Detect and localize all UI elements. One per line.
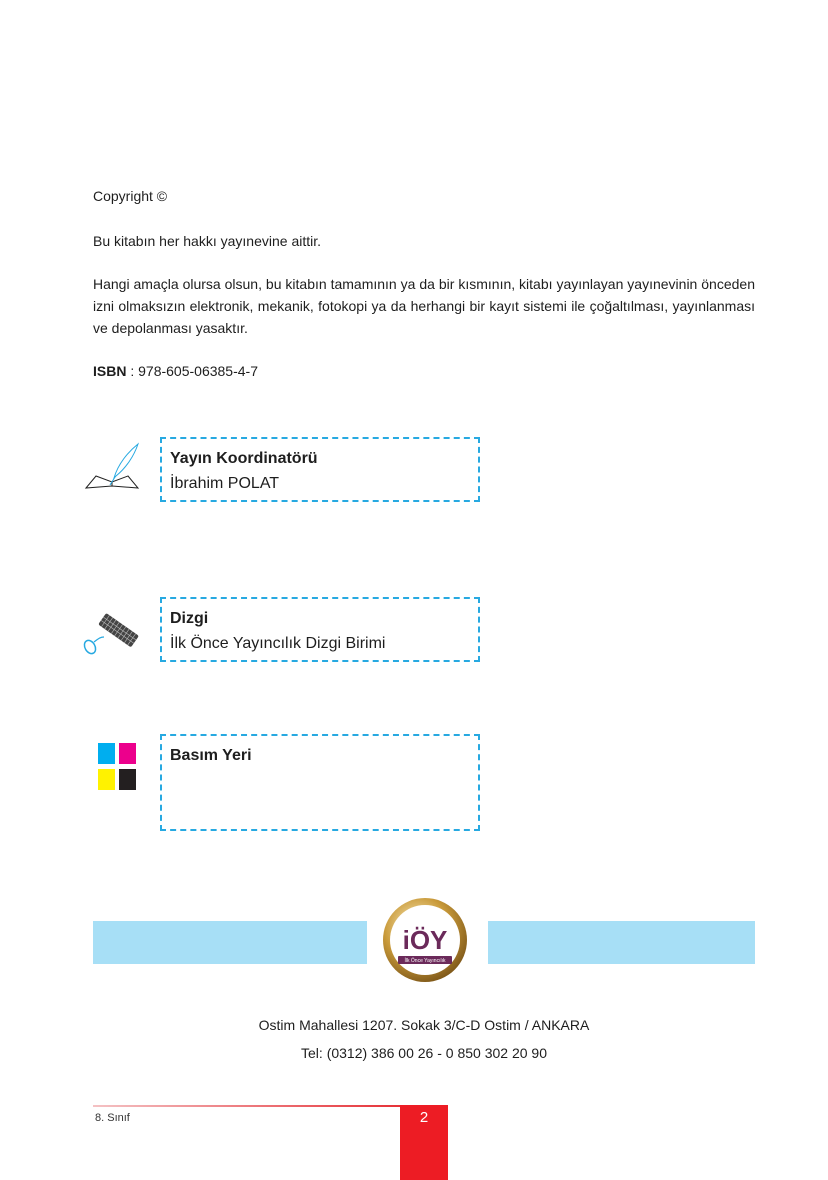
coordinator-box	[160, 437, 480, 502]
isbn-line	[93, 360, 258, 382]
page-number: 2	[419, 1109, 429, 1126]
copyright-line: Copyright ©	[93, 188, 168, 204]
isbn-value: 978-605-06385-4-7	[138, 363, 258, 379]
band-right	[488, 921, 755, 964]
magenta-square	[119, 743, 136, 764]
printing-heading: Basım Yeri	[170, 747, 252, 764]
isbn-separator: :	[126, 363, 139, 379]
logo-tagline: İlk Önce Yayıncılık	[404, 958, 446, 964]
phone-line: Tel: (0312) 386 00 26 - 0 850 302 20 90	[301, 1045, 547, 1061]
black-square	[119, 769, 136, 790]
cmyk-icon	[98, 743, 136, 790]
publisher-logo	[382, 897, 468, 983]
rights-statement: Bu kitabın her hakkı yayınevine aittir.	[93, 233, 322, 249]
legal-notice: Hangi amaçla olursa olsun, bu kitabın tamamının ya da bir kısmının, kitabı yayınlayan yayınevinin önceden izni olmaksızın elektronik, mekanik, fotokopi ya da herhangi bir kayıt sistemi ile çoğaltılması, yayınlanması ve depolanması yasaktır.	[93, 276, 755, 336]
band-left	[93, 921, 367, 964]
isbn-label: ISBN	[93, 363, 127, 379]
grade-label: 8. Sınıf	[95, 1112, 130, 1124]
book-quill-icon	[84, 442, 140, 492]
cyan-square	[98, 743, 115, 764]
address-line: Ostim Mahallesi 1207. Sokak 3/C-D Ostim / ANKARA	[258, 1017, 590, 1033]
keyboard-mouse-icon	[82, 611, 142, 656]
printing-box	[160, 734, 480, 831]
coordinator-name: İbrahim POLAT	[170, 475, 280, 492]
yellow-square	[98, 769, 115, 790]
typesetting-name: İlk Önce Yayıncılık Dizgi Birimi	[170, 635, 386, 652]
typesetting-box	[160, 597, 480, 662]
footer-rule	[93, 1105, 418, 1107]
typesetting-heading: Dizgi	[170, 610, 209, 627]
logo-letters: iÖY	[402, 925, 448, 955]
coordinator-heading: Yayın Koordinatörü	[170, 450, 318, 467]
